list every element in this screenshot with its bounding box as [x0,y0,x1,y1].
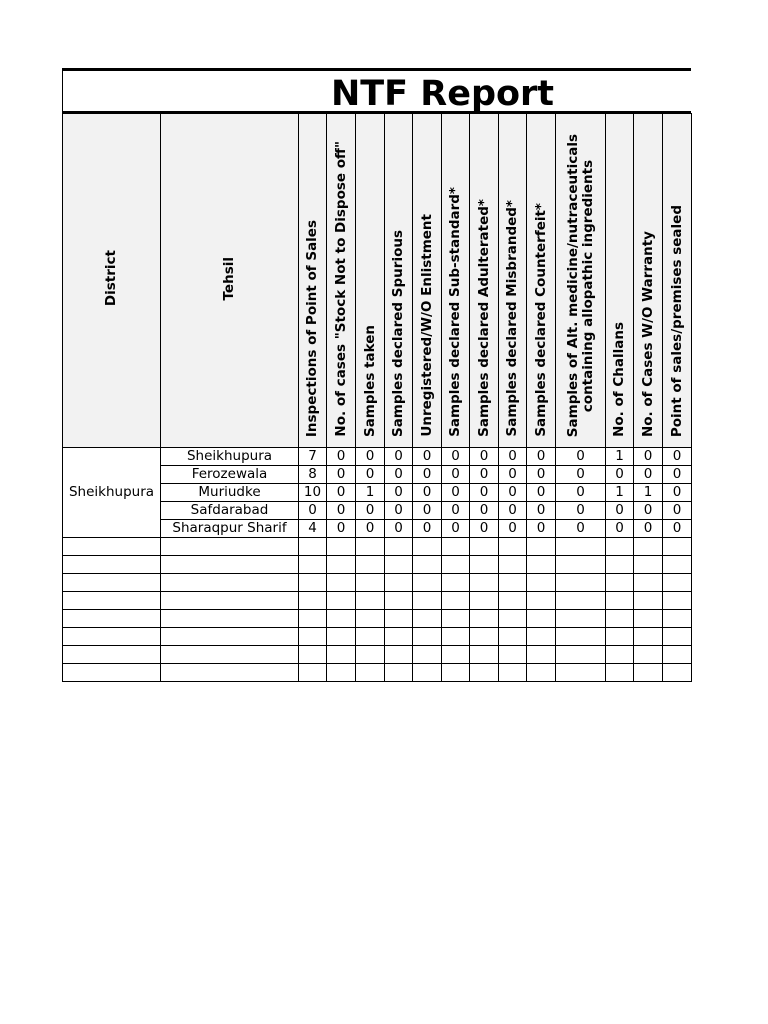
value-cell: 0 [327,448,356,466]
value-cell: 1 [606,448,634,466]
value-cell: 0 [442,484,470,502]
tehsil-cell: Muriudke [161,484,299,502]
empty-row [63,646,692,664]
value-cell: 0 [527,484,556,502]
header-misbranded: Samples declared Misbranded* [499,114,527,448]
value-cell: 0 [299,502,327,520]
value-cell: 0 [663,502,692,520]
empty-row [63,664,692,682]
value-cell: 0 [663,484,692,502]
header-challans: No. of Challans [606,114,634,448]
value-cell: 0 [634,502,663,520]
value-cell: 0 [385,466,413,484]
header-district: District [63,114,161,448]
tehsil-cell: Sheikhupura [161,448,299,466]
header-adulterated: Samples declared Adulterated* [470,114,499,448]
value-cell: 0 [442,466,470,484]
value-cell: 0 [606,502,634,520]
value-cell: 0 [527,502,556,520]
value-cell: 0 [634,520,663,538]
value-cell: 0 [499,448,527,466]
value-cell: 0 [499,502,527,520]
value-cell: 0 [327,502,356,520]
tehsil-cell: Ferozewala [161,466,299,484]
value-cell: 0 [499,484,527,502]
value-cell: 0 [385,502,413,520]
value-cell: 0 [413,484,442,502]
value-cell: 0 [327,484,356,502]
empty-row [63,538,692,556]
value-cell: 1 [356,484,385,502]
value-cell: 0 [556,448,606,466]
value-cell: 0 [470,484,499,502]
header-substandard: Samples declared Sub-standard* [442,114,470,448]
value-cell: 0 [663,520,692,538]
value-cell: 0 [663,466,692,484]
value-cell: 0 [442,502,470,520]
header-samples-taken: Samples taken [356,114,385,448]
empty-row [63,556,692,574]
value-cell: 0 [634,466,663,484]
value-cell: 0 [634,448,663,466]
value-cell: 0 [413,448,442,466]
value-cell: 4 [299,520,327,538]
header-spurious: Samples declared Spurious [385,114,413,448]
value-cell: 10 [299,484,327,502]
value-cell: 0 [385,520,413,538]
report-body [63,448,692,682]
header-unregistered: Unregistered/W/O Enlistment [413,114,442,448]
value-cell: 0 [385,484,413,502]
header-row [63,114,692,448]
value-cell: 0 [413,466,442,484]
value-cell: 0 [556,484,606,502]
header-alt-medicine-line1: Samples of Alt. medicine/nutraceuticals [564,133,581,437]
value-cell: 0 [356,502,385,520]
header-sealed: Point of sales/premises sealed [663,114,692,448]
value-cell: 0 [413,520,442,538]
value-cell: 0 [442,448,470,466]
header-wo-warranty: No. of Cases W/O Warranty [634,114,663,448]
value-cell: 0 [606,466,634,484]
value-cell: 0 [327,466,356,484]
tehsil-cell: Sharaqpur Sharif [161,520,299,538]
header-counterfeit: Samples declared Counterfeit* [527,114,556,448]
value-cell: 0 [663,448,692,466]
header-stock-not-dispose: No. of cases "Stock Not to Dispose off" [327,114,356,448]
value-cell: 0 [327,520,356,538]
value-cell: 8 [299,466,327,484]
report-table [62,113,692,682]
tehsil-cell: Safdarabad [161,502,299,520]
value-cell: 1 [606,484,634,502]
value-cell: 0 [470,502,499,520]
header-alt-medicine-line2: containing allopathic ingredients [579,159,596,412]
empty-row [63,610,692,628]
header-tehsil: Tehsil [161,114,299,448]
value-cell: 0 [527,448,556,466]
value-cell: 0 [527,466,556,484]
value-cell: 0 [556,520,606,538]
value-cell: 7 [299,448,327,466]
table-row [63,448,692,466]
value-cell: 0 [606,520,634,538]
value-cell: 0 [556,502,606,520]
value-cell: 0 [356,466,385,484]
value-cell: 0 [470,448,499,466]
value-cell: 0 [556,466,606,484]
empty-row [63,574,692,592]
report-sheet [62,68,691,682]
value-cell: 0 [442,520,470,538]
title-row [62,68,691,114]
value-cell: 0 [499,520,527,538]
header-alt-medicine [556,114,606,448]
value-cell: 0 [499,466,527,484]
value-cell: 0 [470,520,499,538]
empty-row [63,592,692,610]
value-cell: 0 [470,466,499,484]
value-cell: 0 [385,448,413,466]
district-cell: Sheikhupura [63,448,161,538]
value-cell: 0 [413,502,442,520]
value-cell: 0 [527,520,556,538]
report-title: NTF Report [331,74,555,114]
header-inspections: Inspections of Point of Sales [299,114,327,448]
value-cell: 0 [356,520,385,538]
value-cell: 0 [356,448,385,466]
value-cell: 1 [634,484,663,502]
empty-row [63,628,692,646]
